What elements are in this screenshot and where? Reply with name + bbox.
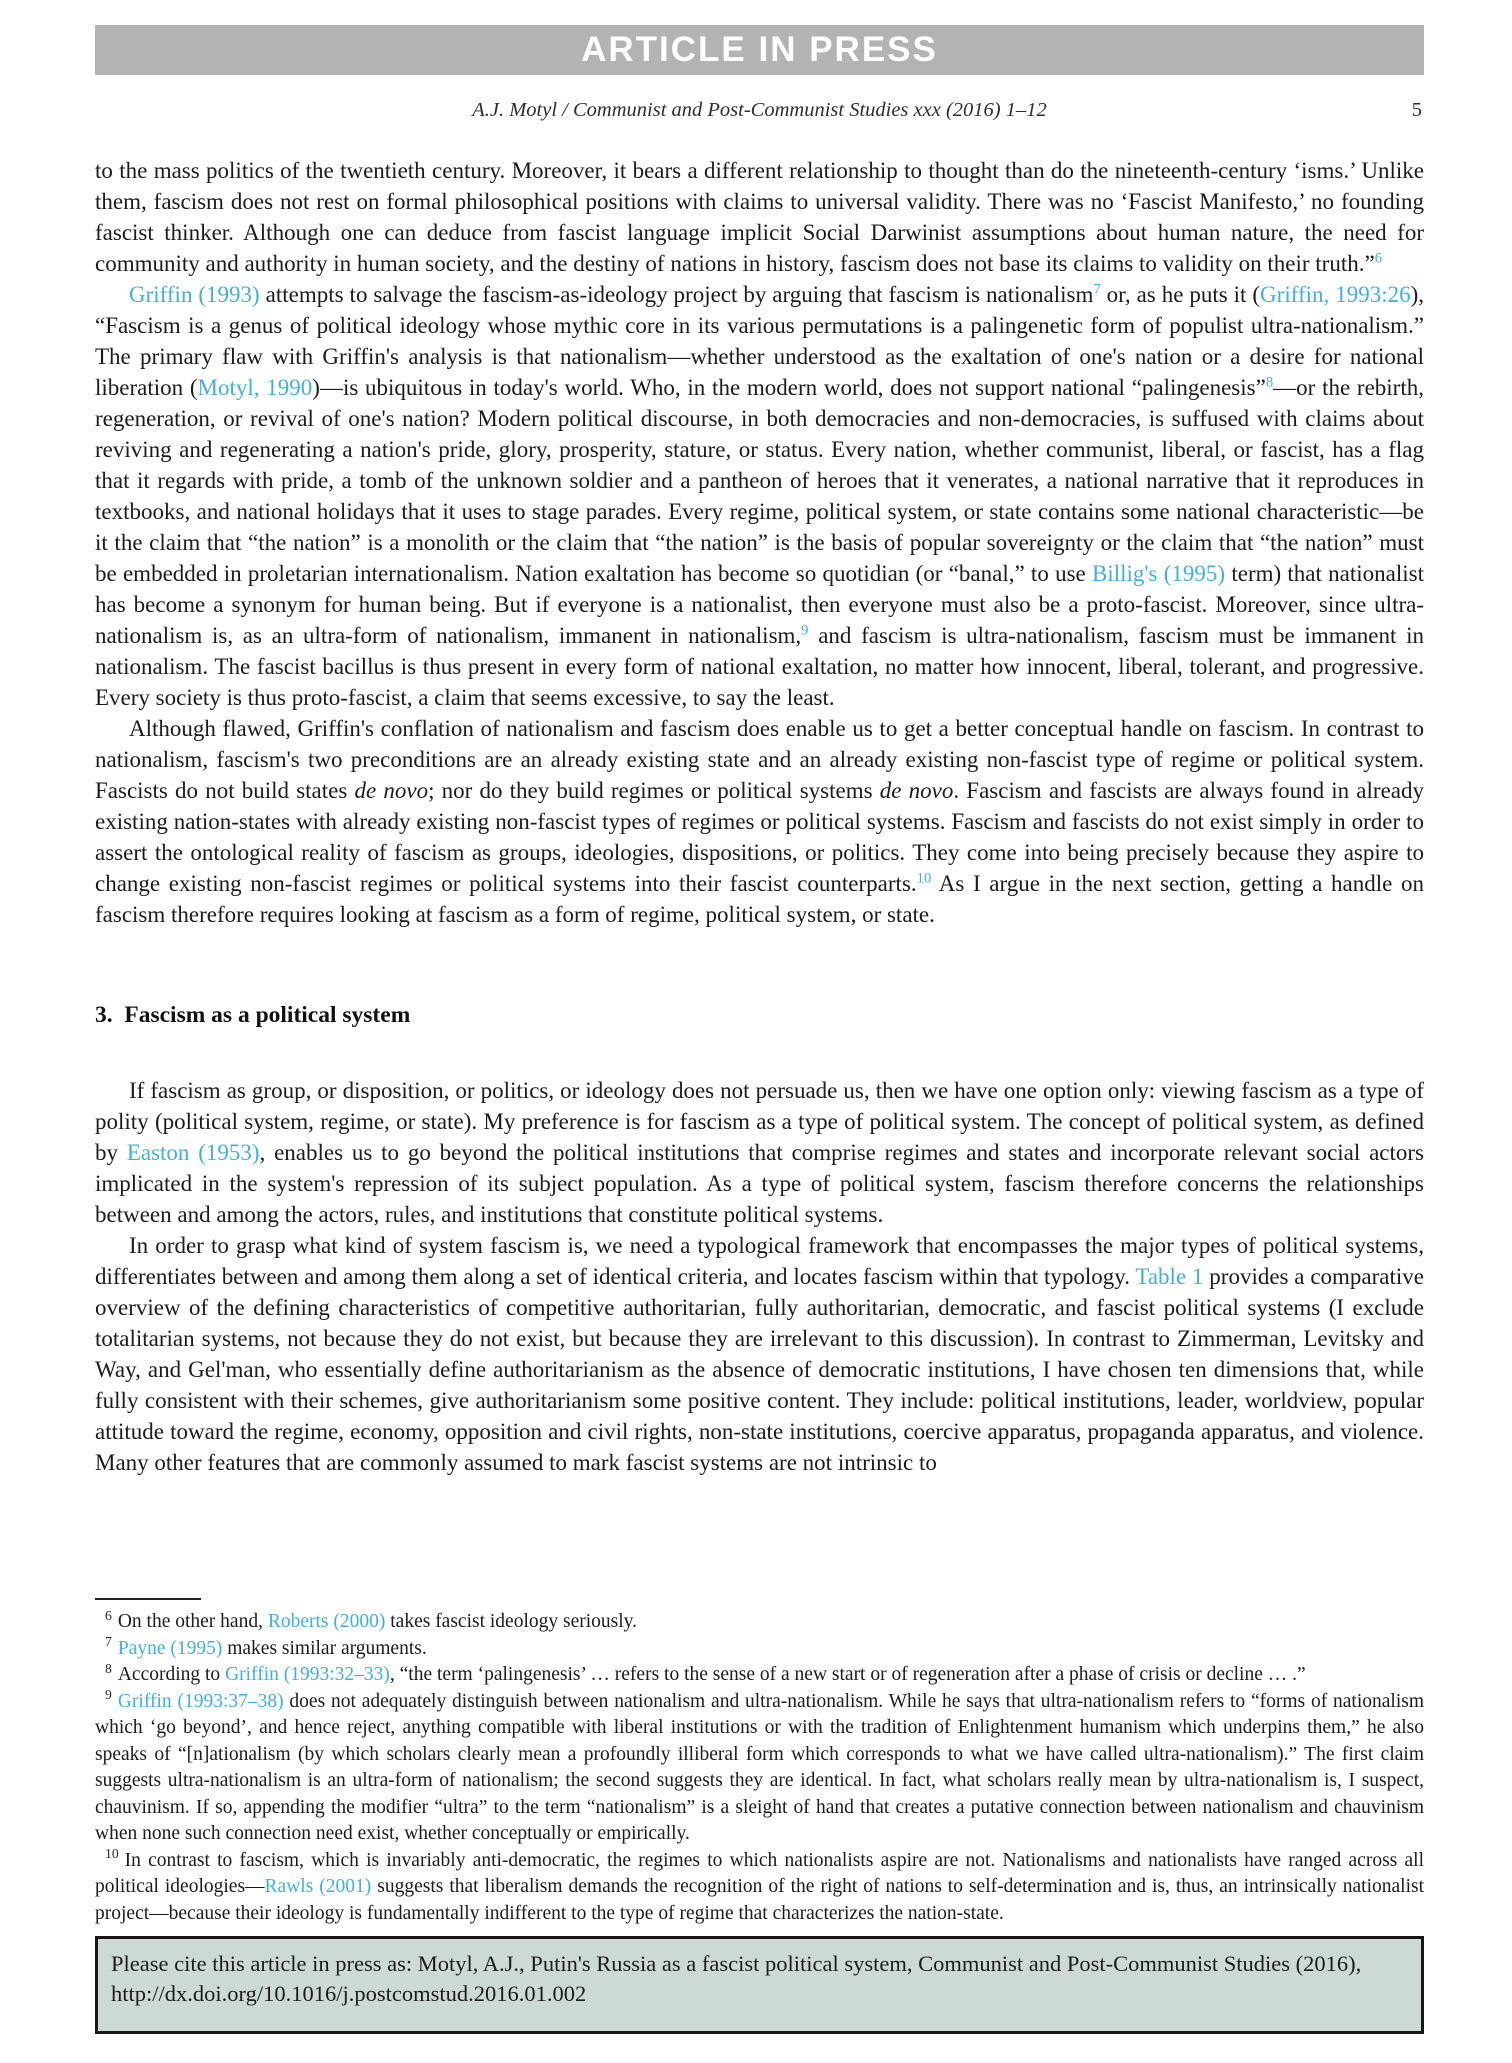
article-in-press-banner (95, 25, 1424, 75)
citation-link[interactable]: Motyl, 1990 (197, 375, 313, 400)
citation-link[interactable]: Payne (1995) (117, 1637, 223, 1659)
footnote (95, 1609, 1424, 1636)
citation-link[interactable]: Rawls (2001) (264, 1876, 372, 1897)
body-text-section (95, 1075, 1424, 1478)
footnote-text: According to Griffin (1993:32–33), “the term ‘palingenesis’ … refers to the sense of a new start or of regeneration after a phase of crisis or decline … .” (117, 1664, 1306, 1685)
italic-text: de novo (354, 778, 429, 803)
footnote (95, 1662, 1424, 1689)
footnote-marker: 8 (105, 1660, 112, 1676)
footnote-text: On the other hand, Roberts (2000) takes fascist ideology seriously. (117, 1611, 638, 1632)
running-header (95, 99, 1424, 127)
footnote-text: Griffin (1993:37–38) does not adequately distinguish between nationalism and ultra-nationalism. While he says that ultra-nationalism refers to “forms of nationalism which ‘go beyond’, and hence reject, anything compatible with liberal institutions or with the tradition of Enlightenment humanism which underpins them,” he also speaks of “[n]ationalism (by which scholars clearly mean a profoundly illiberal form which corresponds to what we have called ultra-nationalism).” The first claim suggests ultra-nationalism is an ultra-form of nationalism; the second suggests they are identical. In fact, what scholars really mean by ultra-nationalism is, I suspect, chauvinism. If so, appending the modifier “ultra” to the term “nationalism” is a sleight of hand that creates a putative connection between nationalism and chauvinism when none such connection need exist, whether conceptually or empirically. (95, 1690, 1425, 1844)
paragraph: to the mass politics of the twentieth century. Moreover, it bears a different relationship to thought than do the nineteenth-century ‘isms.’ Unlike them, fascism does not rest on formal philosophical positions with claims to universal validity. There was no ‘Fascist Manifesto,’ no founding fascist thinker. Although one can deduce from fascist language implicit Social Darwinist assumptions about human nature, the need for community and authority in human society, and the destiny of nations in history, fascism does not base its claims to validity on their truth.”$^6$ (95, 158, 1424, 276)
paragraph: In order to grasp what kind of system fascism is, we need a typological framework that encompasses the major types of political systems, differentiates between and among them along a set of identical criteria, and locates fascism within that typology. Table 1 provides a comparative overview of the defining characteristics of competitive authoritarian, fully authoritarian, democratic, and fascist political systems (I exclude totalitarian systems, not because they do not exist, but because they are irrelevant to this discussion). In contrast to Zimmerman, Levitsky and Way, and Gel'man, who essentially define authoritarianism as the absence of democratic institutions, I have chosen ten dimensions that, while fully consistent with their schemes, give authoritarianism some positive content. They include: political institutions, leader, worldview, popular attitude toward the regime, economy, opposition and civil rights, non-state institutions, coercive apparatus, propaganda apparatus, and violence. Many other features that are commonly assumed to mark fascist systems are not intrinsic to (95, 1233, 1424, 1475)
footnotes-block (95, 1598, 1424, 1927)
citation-link[interactable]: Griffin (1993) (129, 282, 260, 307)
citation-link[interactable]: Roberts (2000) (267, 1611, 386, 1632)
italic-text: de novo (879, 778, 954, 803)
citation-text: Please cite this article in press as: Motyl, A.J., Putin's Russia as a fascist political system, Communist and Post-Communist Studies (2016), http://dx.doi.org/10.1016/j.postcomstud.2016.01.002 (111, 1951, 1362, 2006)
footnote-ref-link[interactable]: 9 (801, 622, 809, 639)
page-number: 5 (1411, 99, 1422, 121)
footnote (95, 1689, 1424, 1848)
footnote-text: In contrast to fascism, which is invariably anti-democratic, the regimes to which nationalists aspire are not. Nationalisms and nationalists have ranged across all political ideologies—Rawls (2001) suggests that liberalism demands the recognition of the right of nations to self-determination and is, thus, an intrinsically nationalist project—because their ideology is fundamentally indifferent to the type of regime that characterizes the nation-state. (95, 1849, 1425, 1924)
running-head: A.J. Motyl / Communist and Post-Communist Studies xxx (2016) 1–12 (472, 99, 1047, 121)
footnote (95, 1636, 1424, 1663)
footnote-marker: 7 (105, 1634, 112, 1649)
footnote-marker: 6 (105, 1607, 112, 1623)
paragraph: Although flawed, Griffin's conflation of nationalism and fascism does enable us to get a better conceptual handle on fascism. In contrast to nationalism, fascism's two preconditions are an already existing state and an already existing non-fascist type of regime or political system. Fascists do not build states de novo; nor do they build regimes or political systems de novo. Fascism and fascists are always found in already existing nation-states with already existing non-fascist types of regimes or political systems. Fascism and fascists do not exist simply in order to assert the ontological reality of fascism as groups, ideologies, dispositions, or politics. They come into being precisely because they aspire to change existing non-fascist regimes or political systems into their fascist counterparts.$^{10}$ As I argue in the next section, getting a handle on fascism therefore requires looking at fascism as a form of regime, political system, or state. (95, 716, 1424, 927)
citation-link[interactable]: Billig's (1995) (1092, 561, 1226, 586)
footnote-marker: 10 (105, 1846, 119, 1861)
citation-link[interactable]: Easton (1953) (126, 1140, 260, 1165)
citation-link[interactable]: Table 1 (1135, 1264, 1204, 1289)
citation-link[interactable]: Griffin, 1993:26 (1260, 282, 1411, 307)
banner-label: ARTICLE IN PRESS (581, 30, 938, 69)
footnote-ref-link[interactable]: 10 (916, 870, 932, 887)
citation-link[interactable]: Griffin (1993:37–38) (117, 1690, 284, 1712)
footnote-ref-link[interactable]: 6 (1374, 250, 1383, 267)
footnote-ref-link[interactable]: 8 (1265, 374, 1274, 391)
citation-link[interactable]: Griffin (1993:32–33) (225, 1664, 390, 1685)
section-heading: 3. Fascism as a political system (95, 1002, 411, 1028)
footnote (95, 1848, 1424, 1928)
paragraph: Griffin (1993) attempts to salvage the fascism-as-ideology project by arguing that fascism is nationalism$^7$ or, as he puts it (Griffin, 1993:26), “Fascism is a genus of political ideology whose mythic core in its various permutations is a palingenetic form of populist ultra-nationalism.” The primary flaw with Griffin's analysis is that nationalism—whether understood as the exaltation of one's nation or a desire for national liberation (Motyl, 1990)—is ubiquitous in today's world. Who, in the modern world, does not support national “palingenesis”$^8$—or the rebirth, regeneration, or revival of one's nation? Modern political discourse, in both democracies and non-democracies, is suffused with claims about reviving and regenerating a nation's pride, glory, prosperity, stature, or status. Every nation, whether communist, liberal, or fascist, has a flag that it regards with pride, a tomb of the unknown soldier and a pantheon of heroes that it venerates, a national narrative that it reproduces in textbooks, and national holidays that it uses to stage parades. Every regime, political system, or state contains some national characteristic—be it the claim that “the nation” is a monolith or the claim that “the nation” is the basis of popular sovereignty or the claim that “the nation” must be embedded in proletarian internationalism. Nation exaltation has become so quotidian (or “banal,” to use Billig's (1995) term) that nationalist has become a synonym for human being. But if everyone is a nationalist, then everyone must also be a proto-fascist. Moreover, since ultra-nationalism is, as an ultra-form of nationalism, immanent in nationalism,$^9$ and fascism is ultra-nationalism, fascism must be immanent in nationalism. The fascist bacillus is thus present in every form of national exaltation, no matter how innocent, liberal, tolerant, and progressive. Every society is thus proto-fascist, a claim that seems excessive, to say the least. (95, 281, 1425, 710)
footnote-text: Payne (1995) makes similar arguments. (117, 1637, 427, 1659)
footnote-marker: 9 (105, 1687, 112, 1702)
footnote-rule (95, 1598, 201, 1600)
body-text-top (95, 155, 1424, 930)
citation-box (95, 1936, 1424, 2034)
footnote-ref-link[interactable]: 7 (1093, 281, 1101, 298)
paragraph: If fascism as group, or disposition, or politics, or ideology does not persuade us, then we have one option only: viewing fascism as a type of polity (political system, regime, or state). My preference is for fascism as a type of political system. The concept of political system, as defined by Easton (1953), enables us to go beyond the political institutions that comprise regimes and states and incorporate relevant social actors implicated in the system's repression of its subject population. As a type of political system, fascism therefore concerns the relationships between and among the actors, rules, and institutions that constitute political systems. (95, 1078, 1425, 1227)
